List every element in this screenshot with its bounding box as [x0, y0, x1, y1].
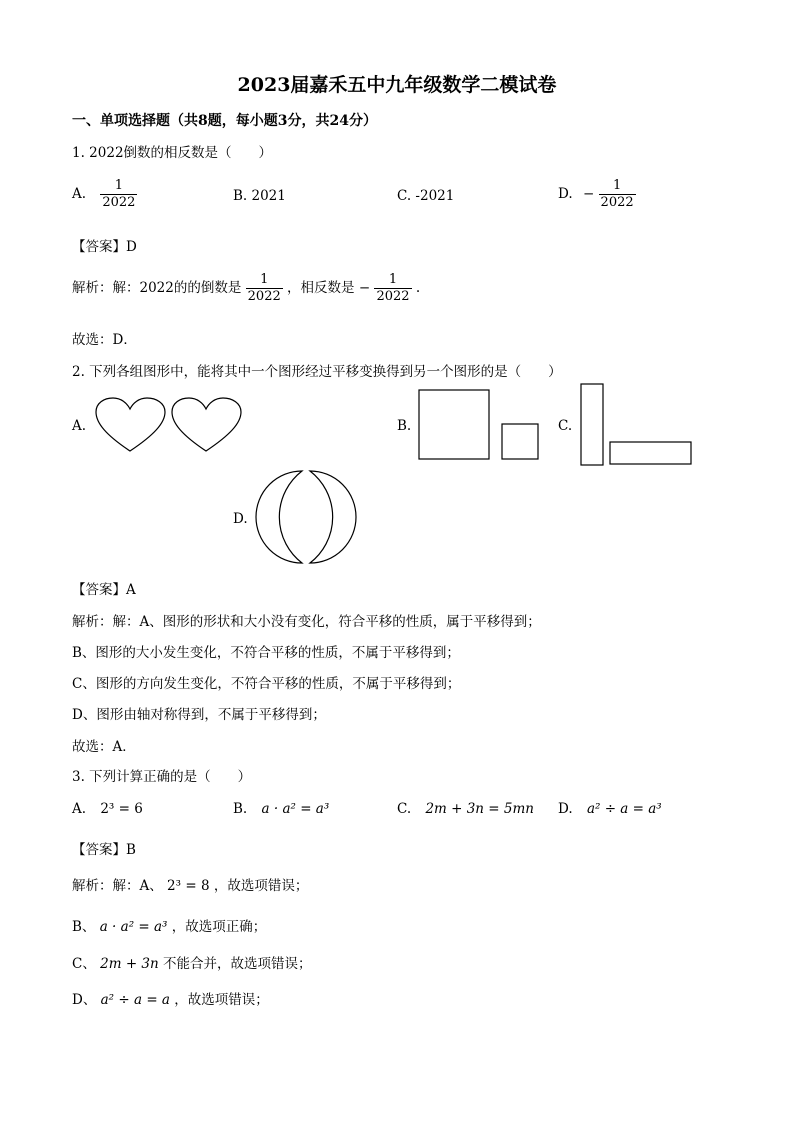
- q3-option-b-label: B.: [233, 801, 248, 817]
- q3-option-c-label: C.: [397, 801, 412, 817]
- q3-answer: 【答案】B: [72, 842, 136, 858]
- q1-analysis: [72, 272, 420, 305]
- q3-option-d-expression: a² ÷ a = a³: [586, 801, 662, 817]
- small-square: [502, 424, 538, 459]
- fraction-numerator: 1: [114, 178, 124, 193]
- q2-answer: 【答案】A: [72, 582, 136, 598]
- q2-option-d-label[interactable]: D.: [233, 511, 248, 527]
- analysis-text: ，相反数是: [287, 280, 355, 296]
- minus-sign: −: [358, 280, 371, 296]
- q2-option-c-label[interactable]: C.: [558, 418, 573, 434]
- q1-option-d-fraction: [599, 178, 636, 211]
- horizontal-rectangle: [610, 442, 691, 464]
- q3-analysis-d: [72, 988, 269, 1008]
- fraction-denominator: 2022: [376, 289, 410, 304]
- heart-shape: [96, 398, 165, 451]
- q2-analysis-b: B、图形的大小发生变化，不符合平移的性质，不属于平移得到；: [72, 645, 460, 661]
- analysis-text: C、: [72, 956, 96, 972]
- analysis-text: 解析：解：2022的的倒数是: [72, 280, 242, 296]
- analysis-text: ，故选项错误；: [213, 878, 309, 894]
- q1-choice: 故选：D．: [72, 332, 137, 348]
- minus-sign: −: [582, 186, 595, 202]
- analysis-expression: a · a² = a³: [99, 919, 168, 935]
- analysis-text: B、: [72, 919, 96, 935]
- section-heading: 一、单项选择题（共8题，每小题3分，共24分）: [72, 113, 377, 129]
- q3-option-a-label: A.: [72, 801, 87, 817]
- analysis-text: ，故选项正确；: [171, 919, 267, 935]
- large-square: [419, 390, 489, 459]
- q2-analysis-c: C、图形的方向发生变化，不符合平移的性质，不属于平移得到；: [72, 676, 461, 692]
- q1-option-b[interactable]: B. 2021: [233, 188, 286, 204]
- q2-analysis-d: D、图形由轴对称得到，不属于平移得到；: [72, 707, 326, 723]
- analysis-text: 解析：解：A、: [72, 878, 163, 894]
- q3-analysis-c: [72, 952, 312, 972]
- q3-stem: 3. 下列计算正确的是（ ）: [72, 769, 252, 785]
- q3-analysis-b: [72, 915, 266, 935]
- q2-option-b-label[interactable]: B.: [397, 418, 412, 434]
- q3-option-c[interactable]: [397, 801, 534, 817]
- q2-choice: 故选：A．: [72, 739, 136, 755]
- q1-option-a-label: A.: [72, 186, 87, 202]
- right-crescent: [310, 471, 356, 563]
- fraction-numerator: 1: [612, 178, 622, 193]
- q1-option-a[interactable]: [72, 178, 137, 211]
- q1-answer: 【答案】D: [72, 239, 137, 255]
- q3-option-a[interactable]: [72, 801, 143, 817]
- analysis-text: D、: [72, 992, 97, 1008]
- q3-option-d[interactable]: [558, 801, 662, 817]
- q3-option-a-expression: 2³ = 6: [100, 801, 143, 817]
- q1-stem: 1. 2022倒数的相反数是（ ）: [72, 145, 273, 161]
- fraction-denominator: 2022: [600, 195, 634, 210]
- page-title: 2023届嘉禾五中九年级数学二模试卷: [237, 74, 557, 96]
- fraction-numerator: 1: [388, 272, 398, 287]
- heart-shape: [172, 398, 241, 451]
- q3-option-b[interactable]: [233, 801, 329, 817]
- q2-option-d-crescents-figure[interactable]: [258, 469, 358, 565]
- q2-option-b-squares-figure[interactable]: [418, 389, 542, 461]
- q3-option-c-expression: 2m + 3n = 5mn: [425, 801, 534, 817]
- analysis-expression: 2m + 3n: [100, 956, 159, 972]
- analysis-text: ，故选项错误；: [174, 992, 269, 1008]
- q1-option-a-fraction: [100, 178, 137, 211]
- analysis-fraction: [246, 272, 283, 305]
- analysis-expression: a² ÷ a = a: [100, 992, 170, 1008]
- analysis-text: .: [415, 280, 421, 296]
- analysis-expression: 2³ = 8: [167, 878, 210, 894]
- q3-analysis-a: [72, 874, 308, 894]
- analysis-text: 不能合并，故选项错误；: [163, 956, 312, 972]
- q2-option-a-hearts-figure[interactable]: [94, 397, 244, 455]
- analysis-fraction: [374, 272, 411, 305]
- q3-option-b-expression: a · a² = a³: [261, 801, 330, 817]
- fraction-denominator: 2022: [102, 195, 136, 210]
- q2-analysis-a: 解析：解：A、图形的形状和大小没有变化，符合平移的性质，属于平移得到；: [72, 614, 541, 630]
- q2-option-a-label[interactable]: A.: [72, 418, 87, 434]
- fraction-denominator: 2022: [247, 289, 281, 304]
- left-crescent: [256, 471, 302, 563]
- q1-option-d-label: D.: [558, 186, 573, 202]
- q3-option-d-label: D.: [558, 801, 573, 817]
- q2-stem: 2. 下列各组图形中，能将其中一个图形经过平移变换得到另一个图形的是（ ）: [72, 364, 562, 380]
- q2-option-c-rectangles-figure[interactable]: [580, 383, 694, 467]
- q1-option-c[interactable]: C. -2021: [397, 188, 455, 204]
- fraction-numerator: 1: [260, 272, 269, 287]
- q1-option-d[interactable]: [558, 178, 636, 211]
- vertical-rectangle: [581, 384, 603, 465]
